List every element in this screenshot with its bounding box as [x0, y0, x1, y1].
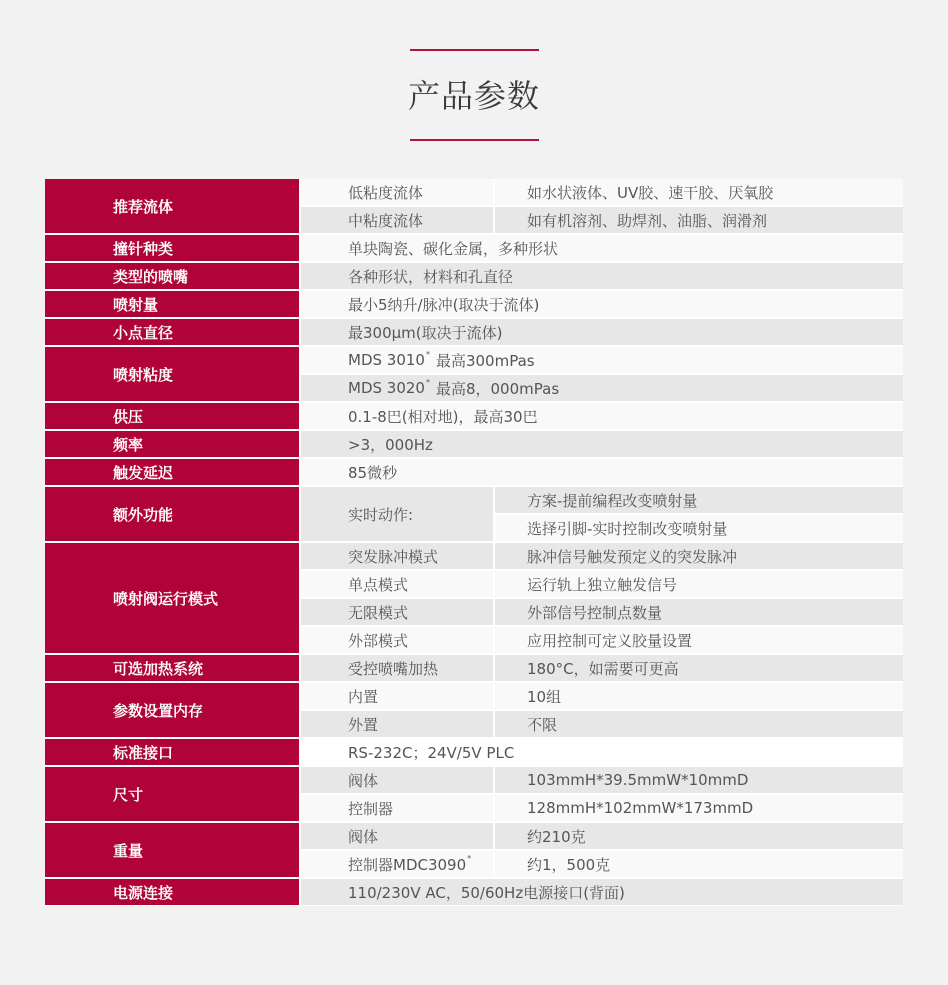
spec-mode-value: 应用控制可定义胶量设置 — [495, 627, 903, 653]
spec-memory-external-name: 外置 — [301, 711, 493, 737]
viscosity-model-1: MDS 3010 — [348, 351, 425, 369]
spec-extra-value-1: 方案-提前编程改变喷射量 — [495, 487, 903, 513]
spec-size-ctrl-value: 128mmH*102mmW*173mmD — [495, 795, 903, 821]
spec-heating-name: 受控喷嘴加热 — [301, 655, 493, 681]
spec-memory-internal-name: 内置 — [301, 683, 493, 709]
spec-label-heating: 可选加热系统 — [45, 655, 299, 681]
spec-weight-ctrl-cell — [301, 851, 493, 877]
spec-weight-ctrl-name: 控制器MDC3090 — [348, 855, 467, 874]
spec-label-extra: 额外功能 — [45, 487, 299, 541]
spec-needle-value: 单块陶瓷、碳化金属，多种形状 — [301, 235, 903, 261]
spec-label-weight: 重量 — [45, 823, 299, 877]
viscosity-value-1: 最高300mPas — [435, 351, 535, 370]
spec-table — [45, 179, 903, 906]
spec-interface-value: RS-232C；24V/5V PLC — [301, 739, 903, 765]
spec-label-pressure: 供压 — [45, 403, 299, 429]
spec-weight-valve-value: 约210克 — [495, 823, 903, 849]
spec-volume-value: 最小5纳升/脉冲(取决于流体) — [301, 291, 903, 317]
spec-delay-value: 85微秒 — [301, 459, 903, 485]
footnote-mark: * — [425, 377, 430, 387]
spec-label-interface: 标准接口 — [45, 739, 299, 765]
spec-weight-ctrl-value: 约1，500克 — [495, 851, 903, 877]
spec-label-needle: 撞针种类 — [45, 235, 299, 261]
spec-extra-name: 实时动作: — [301, 487, 493, 541]
spec-label-frequency: 频率 — [45, 431, 299, 457]
spec-size-valve-name: 阀体 — [301, 767, 493, 793]
title-rule-top — [410, 49, 539, 51]
spec-weight-valve-name: 阀体 — [301, 823, 493, 849]
spec-fluid-mid-name: 中粘度流体 — [301, 207, 493, 233]
spec-fluid-low-value: 如水状液体、UV胶、速干胶、厌氧胶 — [495, 179, 903, 205]
spec-memory-external-value: 不限 — [495, 711, 903, 737]
spec-mode-name: 突发脉冲模式 — [301, 543, 493, 569]
spec-label-volume: 喷射量 — [45, 291, 299, 317]
spec-label-memory: 参数设置内存 — [45, 683, 299, 737]
spec-power-value: 110/230V AC，50/60Hz电源接口(背面) — [301, 879, 903, 905]
spec-mode-value: 脉冲信号触发预定义的突发脉冲 — [495, 543, 903, 569]
spec-mode-value: 运行轨上独立触发信号 — [495, 571, 903, 597]
viscosity-value-2: 最高8，000mPas — [435, 379, 560, 398]
spec-size-ctrl-name: 控制器 — [301, 795, 493, 821]
spec-dot-value: 最300μm(取决于流体) — [301, 319, 903, 345]
viscosity-model-2: MDS 3020 — [348, 379, 425, 397]
spec-mode-name: 无限模式 — [301, 599, 493, 625]
spec-size-valve-value: 103mmH*39.5mmW*10mmD — [495, 767, 903, 793]
spec-mode-value: 外部信号控制点数量 — [495, 599, 903, 625]
section-header — [0, 0, 948, 150]
spec-mode-name: 单点模式 — [301, 571, 493, 597]
spec-label-size: 尺寸 — [45, 767, 299, 821]
page-title: 产品参数 — [407, 77, 540, 115]
spec-label-dot: 小点直径 — [45, 319, 299, 345]
spec-fluid-low-name: 低粘度流体 — [301, 179, 493, 205]
spec-frequency-value: >3，000Hz — [301, 431, 903, 457]
spec-viscosity-row-2 — [301, 375, 903, 401]
spec-heating-value: 180°C，如需要可更高 — [495, 655, 903, 681]
spec-mode-name: 外部模式 — [301, 627, 493, 653]
spec-viscosity-row-1 — [301, 347, 903, 373]
spec-label-delay: 触发延迟 — [45, 459, 299, 485]
title-rule-bottom — [410, 139, 539, 141]
spec-memory-internal-value: 10组 — [495, 683, 903, 709]
footnote-mark: * — [425, 349, 430, 359]
spec-extra-value-2: 选择引脚-实时控制改变喷射量 — [495, 515, 903, 541]
spec-nozzle-value: 各种形状，材料和孔直径 — [301, 263, 903, 289]
spec-label-viscosity: 喷射粘度 — [45, 347, 299, 401]
spec-fluid-mid-value: 如有机溶剂、助焊剂、油脂、润滑剂 — [495, 207, 903, 233]
spec-label-fluid: 推荐流体 — [45, 179, 299, 233]
spec-label-power: 电源连接 — [45, 879, 299, 905]
footnote-mark: * — [467, 853, 472, 863]
spec-pressure-value: 0.1-8巴(相对地)，最高30巴 — [301, 403, 903, 429]
spec-label-modes: 喷射阀运行模式 — [45, 543, 299, 653]
spec-label-nozzle: 类型的喷嘴 — [45, 263, 299, 289]
